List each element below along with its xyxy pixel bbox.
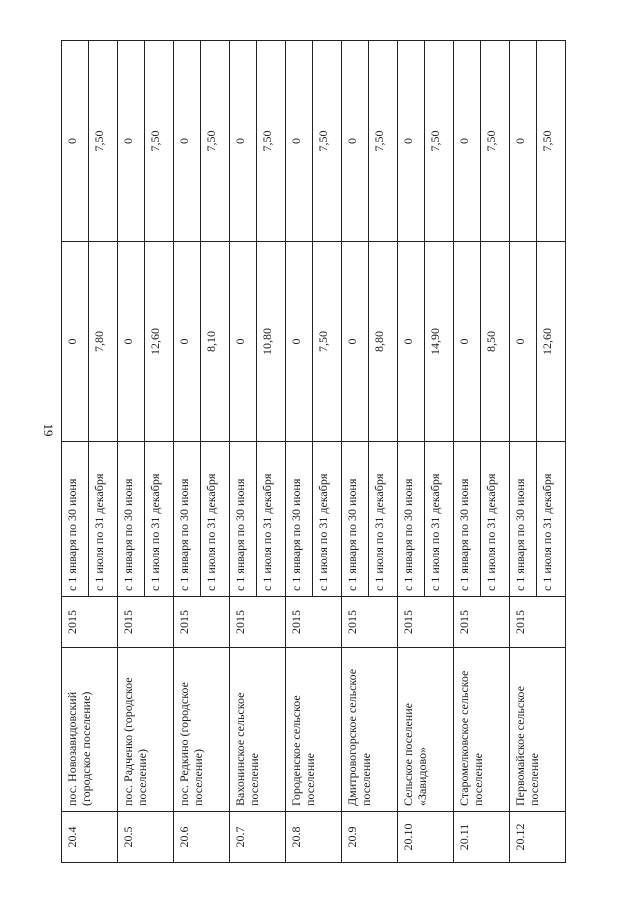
value-cell: 0 [510,41,537,242]
period-cell: с 1 июля по 31 декабря [313,442,342,597]
period-cell: с 1 июля по 31 декабря [537,442,566,597]
settlement-name: Вахонинское сельское поселение [230,648,286,812]
table-row [62,41,89,863]
tariff-table [61,40,566,863]
period-cell: с 1 июля по 31 декабря [481,442,510,597]
year-cell: 2015 [62,597,118,648]
value-cell: 0 [510,242,537,442]
period-cell: с 1 января по 30 июня [342,442,369,597]
value-cell: 0 [62,242,89,442]
value-cell: 7,50 [537,41,566,242]
value-cell: 0 [398,242,425,442]
settlement-name: Дмитровогорское сельское поселение [342,648,398,812]
value-cell: 7,50 [313,41,342,242]
row-number: 20.5 [118,812,174,863]
period-cell: с 1 июля по 31 декабря [257,442,286,597]
value-cell: 0 [230,41,257,242]
year-cell: 2015 [286,597,342,648]
settlement-name: Городенское сельское поселение [286,648,342,812]
value-cell: 7,80 [89,242,118,442]
value-cell: 0 [454,242,481,442]
value-cell: 7,50 [201,41,230,242]
row-number: 20.10 [398,812,454,863]
table-row [454,41,481,863]
period-cell: с 1 января по 30 июня [174,442,201,597]
value-cell: 0 [286,41,313,242]
value-cell: 0 [286,242,313,442]
value-cell: 0 [62,41,89,242]
value-cell: 0 [174,242,201,442]
row-number: 20.4 [62,812,118,863]
row-number: 20.11 [454,812,510,863]
page-number: 19 [41,423,56,437]
table-row [118,41,145,863]
table-row [174,41,201,863]
period-cell: с 1 июля по 31 декабря [425,442,454,597]
year-cell: 2015 [174,597,230,648]
row-number: 20.7 [230,812,286,863]
value-cell: 7,50 [425,41,454,242]
value-cell: 0 [230,242,257,442]
period-cell: с 1 июля по 31 декабря [89,442,118,597]
settlement-name: Первомайское сельское поселение [510,648,566,812]
row-number: 20.12 [510,812,566,863]
row-number: 20.6 [174,812,230,863]
year-cell: 2015 [398,597,454,648]
value-cell: 12,60 [537,242,566,442]
period-cell: с 1 января по 30 июня [510,442,537,597]
settlement-name: пос. Новозавидовский (городское поселение) [62,648,118,812]
value-cell: 0 [118,41,145,242]
value-cell: 7,50 [369,41,398,242]
value-cell: 8,10 [201,242,230,442]
period-cell: с 1 января по 30 июня [118,442,145,597]
value-cell: 14,90 [425,242,454,442]
value-cell: 7,50 [145,41,174,242]
row-number: 20.9 [342,812,398,863]
table-row [286,41,313,863]
value-cell: 0 [454,41,481,242]
row-number: 20.8 [286,812,342,863]
period-cell: с 1 января по 30 июня [454,442,481,597]
value-cell: 0 [174,41,201,242]
period-cell: с 1 января по 30 июня [230,442,257,597]
rotated-table-container [61,41,581,863]
period-cell: с 1 января по 30 июня [62,442,89,597]
period-cell: с 1 июля по 31 декабря [201,442,230,597]
settlement-name: пос. Радченко (городское поселение) [118,648,174,812]
value-cell: 7,50 [313,242,342,442]
table-row [342,41,369,863]
year-cell: 2015 [342,597,398,648]
value-cell: 0 [118,242,145,442]
year-cell: 2015 [230,597,286,648]
value-cell: 7,50 [89,41,118,242]
value-cell: 8,50 [481,242,510,442]
tariff-table-body [62,41,566,863]
period-cell: с 1 января по 30 июня [398,442,425,597]
value-cell: 12,60 [145,242,174,442]
period-cell: с 1 июля по 31 декабря [145,442,174,597]
period-cell: с 1 июля по 31 декабря [369,442,398,597]
value-cell: 7,50 [257,41,286,242]
settlement-name: пос. Редкино (городское поселение) [174,648,230,812]
table-row [398,41,425,863]
table-row [230,41,257,863]
settlement-name: Сельское поселение «Завидово» [398,648,454,812]
period-cell: с 1 января по 30 июня [286,442,313,597]
table-row [510,41,537,863]
value-cell: 8,80 [369,242,398,442]
value-cell: 7,50 [481,41,510,242]
year-cell: 2015 [118,597,174,648]
value-cell: 10,80 [257,242,286,442]
value-cell: 0 [398,41,425,242]
year-cell: 2015 [454,597,510,648]
value-cell: 0 [342,242,369,442]
value-cell: 0 [342,41,369,242]
year-cell: 2015 [510,597,566,648]
settlement-name: Старомелковское сельское поселение [454,648,510,812]
